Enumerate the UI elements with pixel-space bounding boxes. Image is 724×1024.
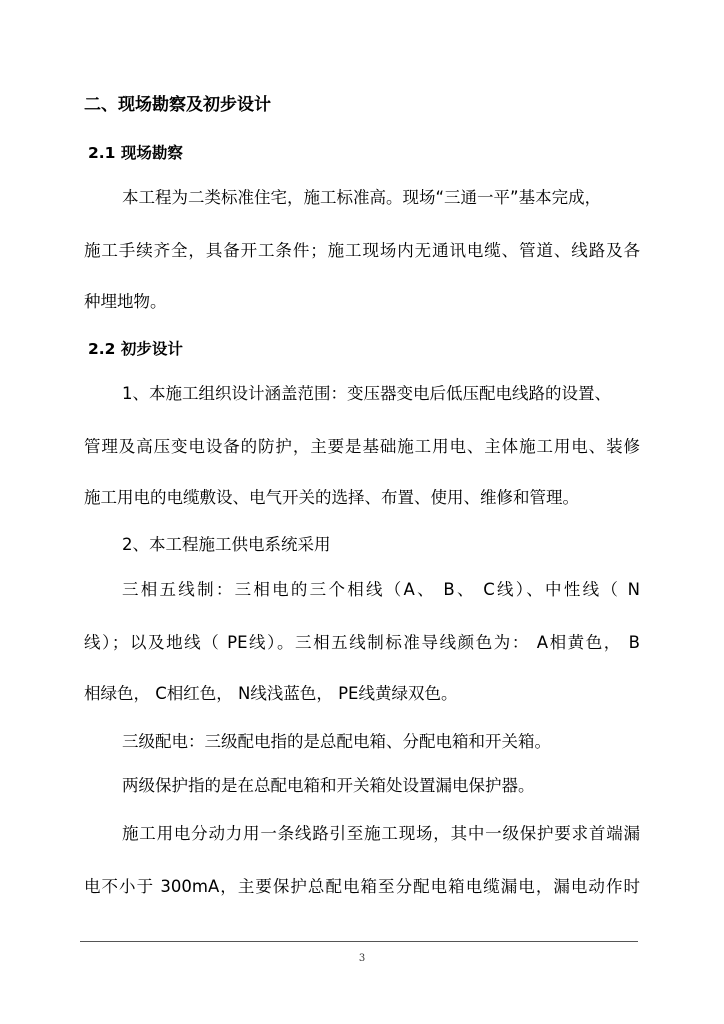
- paragraph-line: 施工用电分动力用一条线路引至施工现场，其中一级保护要求首端漏: [122, 824, 640, 843]
- paragraph-line: 两级保护指的是在总配电箱和开关箱处设置漏电保护器。: [122, 776, 535, 795]
- paragraph-line: 相绿色， C相红色， N线浅蓝色， PE线黄绿双色。: [84, 684, 458, 703]
- paragraph-line: 施工手续齐全，具备开工条件；施工现场内无通讯电缆、管道、线路及各: [84, 241, 640, 260]
- paragraph-line: 本工程为二类标准住宅，施工标准高。现场“三通一平”基本完成，: [122, 188, 602, 207]
- paragraph-line: 管理及高压变电设备的防护，主要是基础施工用电、主体施工用电、装修: [84, 437, 640, 456]
- page-number: 3: [358, 953, 366, 964]
- paragraph-line: 1、本施工组织设计涵盖范围：变压器变电后低压配电线路的设置、: [122, 384, 611, 403]
- paragraph-line: 线）；以及地线（ PE线）。三相五线制标准导线颜色为： A相黄色， B: [84, 633, 640, 652]
- paragraph-line: 种埋地物。: [84, 292, 167, 311]
- paragraph-line: 三级配电：三级配电指的是总配电箱、分配电箱和开关箱。: [122, 732, 551, 751]
- section-heading: 二、现场勘察及初步设计: [84, 95, 271, 115]
- paragraph-line: 电不小于 300mA，主要保护总配电箱至分配电箱电缆漏电，漏电动作时: [84, 877, 640, 896]
- paragraph-line: 三相五线制：三相电的三个相线（A、 B、 C线）、中性线（ N: [122, 580, 640, 599]
- paragraph-line: 施工用电的电缆敷设、电气开关的选择、布置、使用、维修和管理。: [84, 488, 579, 507]
- footer-divider: [80, 941, 638, 942]
- subsection-heading-design: 2.2 初步设计: [88, 340, 183, 358]
- paragraph-line: 2、本工程施工供电系统采用: [122, 535, 331, 554]
- subsection-heading-survey: 2.1 现场勘察: [88, 144, 183, 162]
